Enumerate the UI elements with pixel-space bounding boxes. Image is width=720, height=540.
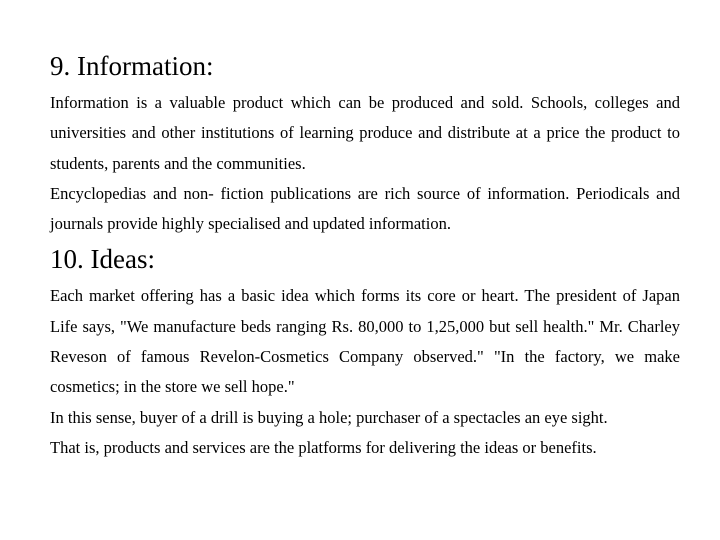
slide-content (50, 48, 680, 463)
ideas-paragraph-1: Each market offering has a basic idea which forms its core or heart. The president of Japan Life says, "We manufacture beds ranging Rs. 80,000 to 1,25,000 but sell health." Mr. Charley Reveson of famous Revelon-Cosmetics Company observed." "In the factory, we make cosmetics; in the store we sell hope." (50, 286, 680, 397)
information-paragraph-2: Encyclopedias and non- fiction publications are rich source of information. Periodicals and journals provide highly specialised and updated information. (50, 183, 680, 234)
section-heading-ideas: 10. Ideas: (50, 244, 155, 275)
information-paragraph-1: Information is a valuable product which can be produced and sold. Schools, colleges and universities and other institutions of learning produce and distribute at a price the product to students, parents and the communities. (50, 93, 680, 173)
ideas-paragraph-3: That is, products and services are the platforms for delivering the ideas or benefits. (50, 437, 597, 457)
ideas-paragraph-2: In this sense, buyer of a drill is buying a hole; purchaser of a spectacles an eye sight. (50, 407, 608, 427)
section-heading-information: 9. Information: (50, 51, 214, 81)
